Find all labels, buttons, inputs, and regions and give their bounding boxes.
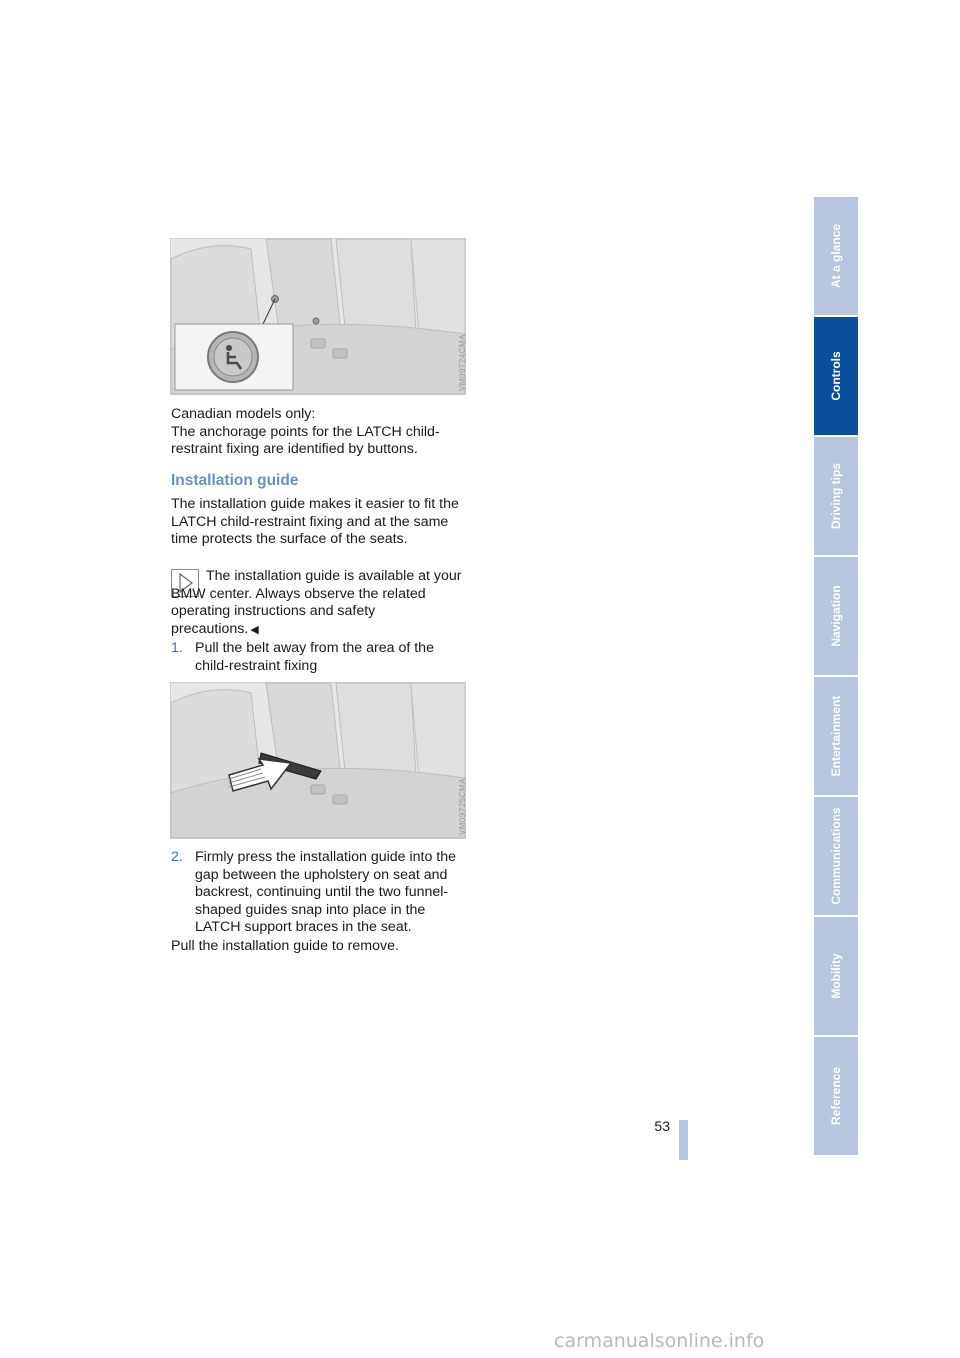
step-number: 2. — [171, 849, 183, 865]
figure-code: VM09724CMA — [458, 334, 467, 392]
tab-controls[interactable]: Controls — [814, 317, 858, 435]
figure-installation-guide — [170, 682, 466, 839]
intro-line-1: Canadian models only: — [171, 406, 316, 422]
tab-entertainment[interactable]: Entertainment — [814, 677, 858, 795]
step-1 — [171, 640, 466, 675]
tab-navigation[interactable]: Navigation — [814, 557, 858, 675]
installation-guide-illustration — [171, 683, 465, 838]
chapter-tabs — [814, 197, 858, 1157]
note-text — [171, 568, 466, 639]
tab-reference[interactable]: Reference — [814, 1037, 858, 1155]
intro-text — [171, 406, 466, 459]
step-text: Pull the belt away from the area of the child-restraint fixing — [195, 640, 434, 674]
tab-at-a-glance[interactable]: At a glance — [814, 197, 858, 315]
section-paragraph: The installation guide makes it easier to fit the LATCH child-restraint fixing and at the same time protects the surface of the seats. — [171, 496, 459, 547]
end-mark-icon: ◀ — [250, 623, 259, 636]
step-2 — [171, 849, 466, 937]
step-text: Firmly press the installation guide into the gap between the upholstery on seat and backrest, continuing until the two funnel-shaped guides snap into place in the LATCH support braces in the seat. — [195, 849, 457, 935]
tab-communications[interactable]: Communications — [814, 797, 858, 915]
closing-text: Pull the installation guide to remove. — [171, 938, 399, 954]
note-body: The installation guide is available at your BMW center. Always observe the related operating instructions and safety precautions. — [171, 568, 462, 637]
page-marker-bar — [679, 1120, 688, 1160]
page-number: 53 — [654, 1118, 670, 1134]
watermark: carmanualsonline.info — [554, 1330, 765, 1352]
step-number: 1. — [171, 640, 183, 656]
seat-anchor-illustration — [171, 239, 465, 394]
tab-mobility[interactable]: Mobility — [814, 917, 858, 1035]
section-heading: Installation guide — [171, 472, 299, 489]
intro-line-2: The anchorage points for the LATCH child-restraint fixing are identified by buttons. — [171, 423, 440, 457]
figure-anchor-buttons — [170, 238, 466, 395]
figure-code: VM09725CMA — [458, 778, 467, 836]
tab-driving-tips[interactable]: Driving tips — [814, 437, 858, 555]
